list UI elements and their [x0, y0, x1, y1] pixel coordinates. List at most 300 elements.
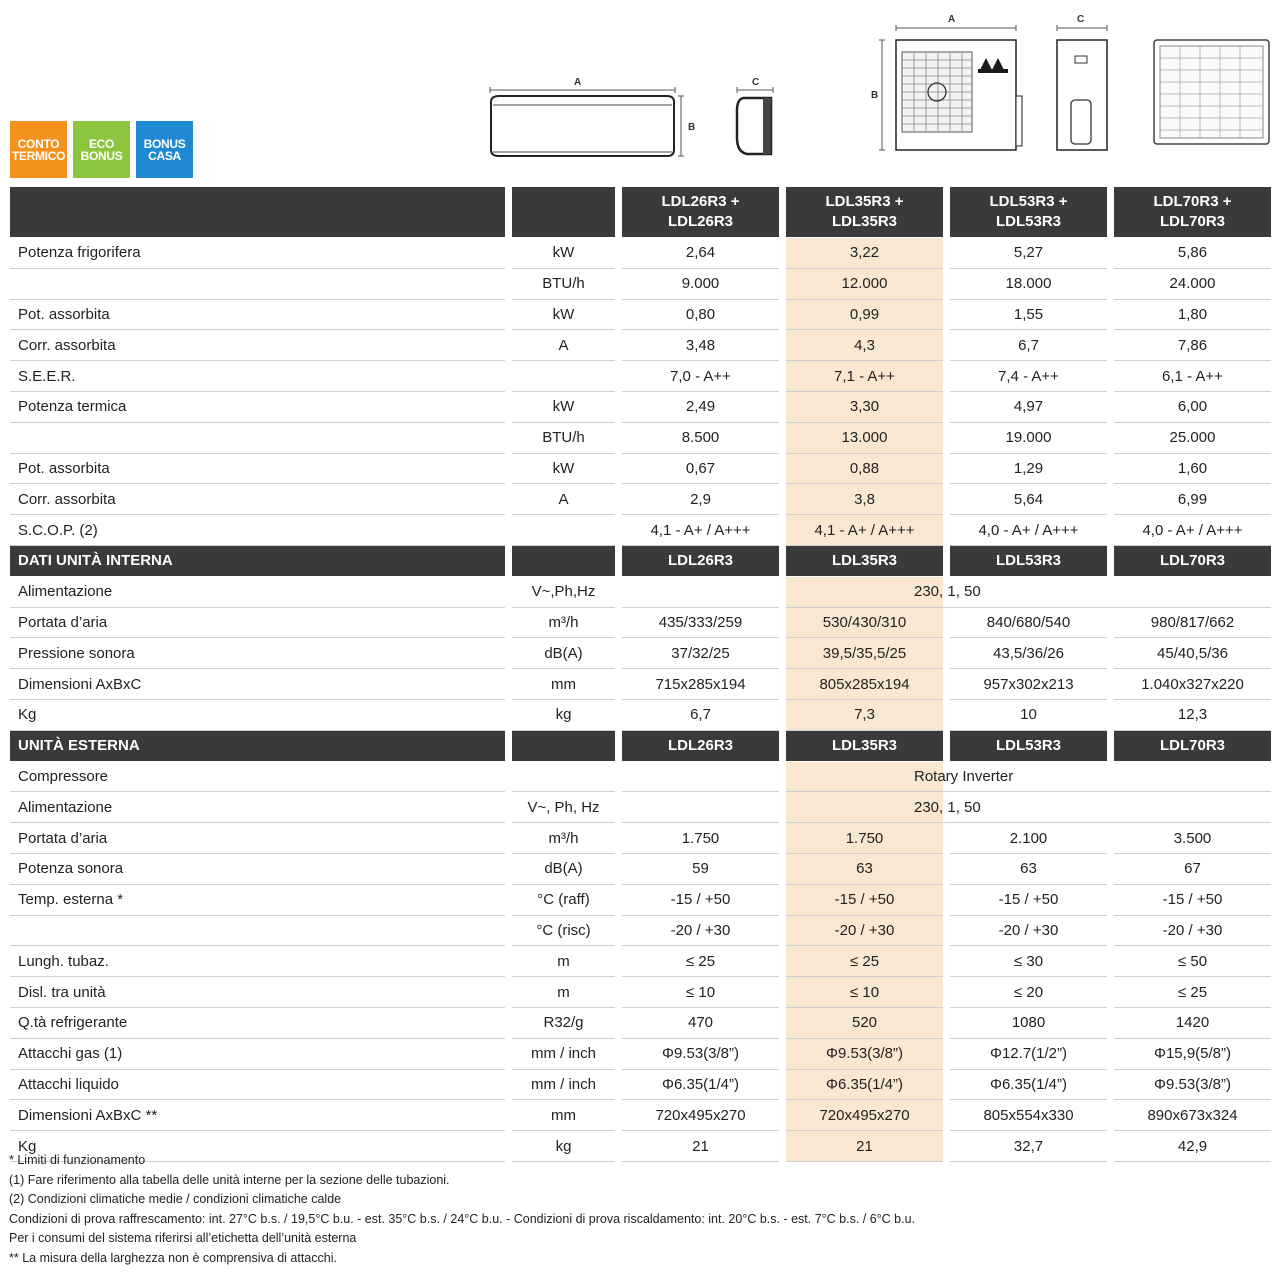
- column-gap: [943, 484, 950, 515]
- column-gap: [1107, 700, 1114, 731]
- column-gap: [505, 731, 512, 762]
- span-value-cell: 230, 1, 50: [786, 577, 1271, 608]
- column-gap: [779, 1039, 786, 1070]
- unit-cell: [512, 515, 615, 546]
- value-cell: 720x495x270: [786, 1100, 943, 1131]
- column-gap: [943, 423, 950, 454]
- column-gap: [943, 546, 950, 577]
- column-gap: [615, 269, 622, 300]
- column-gap: [779, 1070, 786, 1101]
- value-cell: 720x495x270: [622, 1100, 779, 1131]
- svg-text:A: A: [574, 77, 582, 88]
- value-cell: ≤ 25: [786, 946, 943, 977]
- column-gap: [779, 823, 786, 854]
- column-gap: [1107, 361, 1114, 392]
- column-gap: [779, 361, 786, 392]
- column-gap: [779, 1100, 786, 1131]
- table-row: [10, 669, 1271, 700]
- value-cell: 63: [950, 854, 1107, 885]
- column-gap: [779, 731, 786, 762]
- model-header: [786, 187, 943, 238]
- value-cell: 520: [786, 1008, 943, 1039]
- column-gap: [1107, 330, 1114, 361]
- column-gap: [943, 1039, 950, 1070]
- value-cell: ≤ 10: [622, 977, 779, 1008]
- column-gap: [1107, 885, 1114, 916]
- column-gap: [505, 1100, 512, 1131]
- table-row: [10, 823, 1271, 854]
- column-gap: [1107, 300, 1114, 331]
- column-gap: [943, 1100, 950, 1131]
- table-row: [10, 762, 1271, 793]
- value-cell: 957x302x213: [950, 669, 1107, 700]
- column-gap: [943, 515, 950, 546]
- value-cell: 4,97: [950, 392, 1107, 423]
- column-gap: [615, 1070, 622, 1101]
- value-cell: 4,1 - A+ / A+++: [622, 515, 779, 546]
- outdoor-unit-side-drawing: [1053, 12, 1113, 157]
- column-gap: [505, 885, 512, 916]
- value-cell: 24.000: [1114, 269, 1271, 300]
- table-row: [10, 700, 1271, 731]
- column-gap: [943, 977, 950, 1008]
- value-cell: 4,1 - A+ / A+++: [786, 515, 943, 546]
- column-gap: [779, 854, 786, 885]
- value-cell: 3.500: [1114, 823, 1271, 854]
- column-gap: [615, 885, 622, 916]
- column-gap: [505, 423, 512, 454]
- column-gap: [615, 1008, 622, 1039]
- column-gap: [505, 946, 512, 977]
- column-gap: [1107, 392, 1114, 423]
- table-row: [10, 300, 1271, 331]
- column-gap: [1107, 946, 1114, 977]
- value-cell: 5,64: [950, 484, 1107, 515]
- column-gap: [505, 392, 512, 423]
- value-cell: ≤ 50: [1114, 946, 1271, 977]
- table-row: [10, 946, 1271, 977]
- row-label: Lungh. tubaz.: [10, 946, 505, 977]
- table-row: [10, 361, 1271, 392]
- value-cell: -20 / +30: [1114, 916, 1271, 947]
- value-cell: Φ6.35(1/4”): [786, 1070, 943, 1101]
- column-gap: [943, 638, 950, 669]
- column-gap: [779, 269, 786, 300]
- value-cell: -15 / +50: [950, 885, 1107, 916]
- column-gap: [615, 608, 622, 639]
- column-gap: [615, 300, 622, 331]
- column-gap: [505, 762, 512, 793]
- table-row: [10, 916, 1271, 947]
- value-cell: 21: [786, 1131, 943, 1162]
- value-cell: 8.500: [622, 423, 779, 454]
- value-cell: 0,88: [786, 454, 943, 485]
- row-label: Potenza frigorifera: [10, 238, 505, 269]
- column-gap: [615, 423, 622, 454]
- value-cell: 0,80: [622, 300, 779, 331]
- unit-cell: dB(A): [512, 638, 615, 669]
- value-cell: 5,27: [950, 238, 1107, 269]
- footnotes: [9, 1151, 915, 1268]
- value-cell: -20 / +30: [786, 916, 943, 947]
- value-cell: 530/430/310: [786, 608, 943, 639]
- model-header-line: LDL53R3 +: [989, 193, 1068, 210]
- column-gap: [779, 392, 786, 423]
- unit-cell: R32/g: [512, 1008, 615, 1039]
- row-label: Portata d’aria: [10, 608, 505, 639]
- value-cell: 6,1 - A++: [1114, 361, 1271, 392]
- column-gap: [1107, 1131, 1114, 1162]
- row-label: [10, 423, 505, 454]
- value-cell: Φ6.35(1/4”): [950, 1070, 1107, 1101]
- column-gap: [505, 823, 512, 854]
- value-cell: 4,0 - A+ / A+++: [950, 515, 1107, 546]
- value-cell: 1.750: [622, 823, 779, 854]
- column-gap: [943, 823, 950, 854]
- table-row: [10, 608, 1271, 639]
- value-cell: 39,5/35,5/25: [786, 638, 943, 669]
- column-gap: [615, 823, 622, 854]
- unit-cell: V~, Ph, Hz: [512, 792, 615, 823]
- model-header-line: LDL70R3: [1159, 213, 1226, 230]
- column-gap: [1107, 1039, 1114, 1070]
- column-gap: [779, 638, 786, 669]
- value-cell: 7,1 - A++: [786, 361, 943, 392]
- table-row: [10, 423, 1271, 454]
- column-gap: [505, 484, 512, 515]
- header-blank: [10, 187, 505, 238]
- value-cell: -15 / +50: [622, 885, 779, 916]
- column-gap: [943, 608, 950, 639]
- spec-table: [10, 187, 1271, 1162]
- value-cell: 890x673x324: [1114, 1100, 1271, 1131]
- column-gap: [615, 484, 622, 515]
- column-gap: [779, 330, 786, 361]
- column-gap: [1107, 731, 1114, 762]
- value-cell: [622, 762, 779, 793]
- column-gap: [1107, 608, 1114, 639]
- value-cell: 7,0 - A++: [622, 361, 779, 392]
- table-row: [10, 977, 1271, 1008]
- row-label: Disl. tra unità: [10, 977, 505, 1008]
- value-cell: 2.100: [950, 823, 1107, 854]
- value-cell: 63: [786, 854, 943, 885]
- table-header-row: [10, 187, 1271, 238]
- value-cell: 1,80: [1114, 300, 1271, 331]
- unit-cell: m³/h: [512, 608, 615, 639]
- value-cell: -20 / +30: [950, 916, 1107, 947]
- row-label: Temp. esterna *: [10, 885, 505, 916]
- model-header: [950, 187, 1107, 238]
- row-label: Alimentazione: [10, 577, 505, 608]
- row-label: Attacchi liquido: [10, 1070, 505, 1101]
- column-gap: [615, 700, 622, 731]
- row-label: Alimentazione: [10, 792, 505, 823]
- column-gap: [943, 885, 950, 916]
- row-label: Portata d’aria: [10, 823, 505, 854]
- value-cell: 1.750: [786, 823, 943, 854]
- column-gap: [779, 792, 786, 823]
- column-gap: [615, 762, 622, 793]
- outdoor-unit-front-drawing: [868, 12, 1028, 157]
- column-gap: [943, 731, 950, 762]
- column-gap: [1107, 484, 1114, 515]
- column-gap: [505, 638, 512, 669]
- column-gap: [943, 454, 950, 485]
- column-gap: [779, 484, 786, 515]
- table-row: [10, 269, 1271, 300]
- column-gap: [615, 792, 622, 823]
- footnote: ** La misura della larghezza non è comprensiva di attacchi.: [9, 1250, 337, 1265]
- column-gap: [505, 361, 512, 392]
- model-header: [1114, 187, 1271, 238]
- unit-cell: °C (risc): [512, 916, 615, 947]
- row-label: Kg: [10, 700, 505, 731]
- row-label: Corr. assorbita: [10, 484, 505, 515]
- value-cell: 13.000: [786, 423, 943, 454]
- column-gap: [1107, 546, 1114, 577]
- column-gap: [943, 300, 950, 331]
- table-row: [10, 484, 1271, 515]
- header-blank: [512, 731, 615, 762]
- value-cell: 7,3: [786, 700, 943, 731]
- column-gap: [779, 187, 786, 238]
- value-cell: 1.040x327x220: [1114, 669, 1271, 700]
- column-gap: [615, 916, 622, 947]
- value-cell: 805x554x330: [950, 1100, 1107, 1131]
- column-gap: [1107, 854, 1114, 885]
- column-gap: [505, 669, 512, 700]
- value-cell: 470: [622, 1008, 779, 1039]
- svg-text:C: C: [752, 77, 760, 88]
- column-gap: [615, 392, 622, 423]
- column-gap: [615, 187, 622, 238]
- row-label: [10, 269, 505, 300]
- row-label: Pressione sonora: [10, 638, 505, 669]
- value-cell: 45/40,5/36: [1114, 638, 1271, 669]
- unit-cell: kW: [512, 454, 615, 485]
- unit-cell: kW: [512, 238, 615, 269]
- column-gap: [779, 669, 786, 700]
- column-gap: [943, 1131, 950, 1162]
- column-gap: [615, 731, 622, 762]
- unit-cell: m: [512, 946, 615, 977]
- model-header-line: LDL70R3 +: [1153, 193, 1232, 210]
- unit-cell: A: [512, 484, 615, 515]
- value-cell: 25.000: [1114, 423, 1271, 454]
- value-cell: 3,22: [786, 238, 943, 269]
- value-cell: 2,64: [622, 238, 779, 269]
- model-header-line: LDL35R3: [831, 213, 898, 230]
- span-value-cell: 230, 1, 50: [786, 792, 1271, 823]
- column-gap: [779, 238, 786, 269]
- unit-cell: dB(A): [512, 854, 615, 885]
- column-gap: [505, 854, 512, 885]
- column-gap: [943, 330, 950, 361]
- column-gap: [943, 187, 950, 238]
- column-gap: [1107, 454, 1114, 485]
- row-label: S.E.E.R.: [10, 361, 505, 392]
- value-cell: 43,5/36/26: [950, 638, 1107, 669]
- value-cell: [622, 792, 779, 823]
- unit-cell: BTU/h: [512, 423, 615, 454]
- model-header: LDL70R3: [1114, 731, 1271, 762]
- value-cell: 3,30: [786, 392, 943, 423]
- unit-cell: °C (raff): [512, 885, 615, 916]
- section-header-indoor: [10, 546, 1271, 577]
- value-cell: 7,86: [1114, 330, 1271, 361]
- row-label: [10, 916, 505, 947]
- badge-bonus-casa: BONUS CASA: [136, 121, 193, 178]
- column-gap: [615, 577, 622, 608]
- table-row: [10, 1039, 1271, 1070]
- column-gap: [779, 546, 786, 577]
- span-value-cell: Rotary Inverter: [786, 762, 1271, 793]
- column-gap: [943, 916, 950, 947]
- column-gap: [505, 916, 512, 947]
- column-gap: [779, 762, 786, 793]
- model-header: LDL26R3: [622, 731, 779, 762]
- row-label: Compressore: [10, 762, 505, 793]
- value-cell: 0,99: [786, 300, 943, 331]
- badge-conto-termico: CONTO TERMICO: [10, 121, 67, 178]
- model-header: LDL70R3: [1114, 546, 1271, 577]
- model-header-line: LDL53R3: [995, 213, 1062, 230]
- column-gap: [1107, 823, 1114, 854]
- column-gap: [1107, 1070, 1114, 1101]
- column-gap: [505, 577, 512, 608]
- model-header: LDL26R3: [622, 546, 779, 577]
- column-gap: [615, 977, 622, 1008]
- value-cell: 12.000: [786, 269, 943, 300]
- svg-text:A: A: [948, 14, 956, 25]
- value-cell: 435/333/259: [622, 608, 779, 639]
- footnote: * Limiti di funzionamento: [9, 1153, 146, 1167]
- table-row: [10, 1008, 1271, 1039]
- svg-text:B: B: [688, 122, 696, 133]
- column-gap: [505, 608, 512, 639]
- header-blank: [512, 546, 615, 577]
- table-row: [10, 577, 1271, 608]
- column-gap: [615, 669, 622, 700]
- column-gap: [615, 515, 622, 546]
- value-cell: 4,0 - A+ / A+++: [1114, 515, 1271, 546]
- value-cell: 6,7: [950, 330, 1107, 361]
- value-cell: 37/32/25: [622, 638, 779, 669]
- value-cell: [622, 577, 779, 608]
- value-cell: 805x285x194: [786, 669, 943, 700]
- value-cell: -15 / +50: [1114, 885, 1271, 916]
- unit-cell: kg: [512, 1131, 615, 1162]
- column-gap: [1107, 1100, 1114, 1131]
- column-gap: [615, 330, 622, 361]
- column-gap: [615, 854, 622, 885]
- column-gap: [779, 423, 786, 454]
- column-gap: [943, 669, 950, 700]
- model-header: LDL53R3: [950, 731, 1107, 762]
- value-cell: ≤ 25: [622, 946, 779, 977]
- column-gap: [779, 916, 786, 947]
- value-cell: 42,9: [1114, 1131, 1271, 1162]
- unit-cell: m³/h: [512, 823, 615, 854]
- footnote: (2) Condizioni climatiche medie / condizioni climatiche calde: [9, 1192, 342, 1206]
- unit-cell: kW: [512, 300, 615, 331]
- value-cell: Φ9.53(3/8”): [1114, 1070, 1271, 1101]
- unit-cell: V~,Ph,Hz: [512, 577, 615, 608]
- model-header: LDL53R3: [950, 546, 1107, 577]
- column-gap: [943, 1008, 950, 1039]
- footnote: (1) Fare riferimento alla tabella delle unità interne per la sezione delle tubazioni.: [9, 1172, 450, 1187]
- row-label: Attacchi gas (1): [10, 1039, 505, 1070]
- row-label: Corr. assorbita: [10, 330, 505, 361]
- table-row: [10, 854, 1271, 885]
- column-gap: [505, 546, 512, 577]
- footnote: Per i consumi del sistema riferirsi all’etichetta dell’unità esterna: [9, 1231, 357, 1245]
- value-cell: Φ9.53(3/8”): [622, 1039, 779, 1070]
- column-gap: [615, 454, 622, 485]
- column-gap: [615, 361, 622, 392]
- column-gap: [615, 546, 622, 577]
- model-header: LDL35R3: [786, 731, 943, 762]
- section-title: DATI UNITÀ INTERNA: [10, 546, 505, 577]
- value-cell: 1,55: [950, 300, 1107, 331]
- column-gap: [943, 392, 950, 423]
- column-gap: [943, 946, 950, 977]
- value-cell: 3,8: [786, 484, 943, 515]
- column-gap: [505, 700, 512, 731]
- row-label: Dimensioni AxBxC: [10, 669, 505, 700]
- column-gap: [779, 885, 786, 916]
- value-cell: 715x285x194: [622, 669, 779, 700]
- column-gap: [1107, 977, 1114, 1008]
- svg-text:C: C: [1077, 14, 1085, 25]
- value-cell: 6,99: [1114, 484, 1271, 515]
- row-label: S.C.O.P. (2): [10, 515, 505, 546]
- value-cell: 67: [1114, 854, 1271, 885]
- value-cell: 7,4 - A++: [950, 361, 1107, 392]
- column-gap: [943, 700, 950, 731]
- column-gap: [943, 361, 950, 392]
- badge-eco-bonus: ECO BONUS: [73, 121, 130, 178]
- value-cell: 840/680/540: [950, 608, 1107, 639]
- value-cell: 2,49: [622, 392, 779, 423]
- row-label: Pot. assorbita: [10, 454, 505, 485]
- value-cell: Φ15,9(5/8”): [1114, 1039, 1271, 1070]
- column-gap: [1107, 669, 1114, 700]
- unit-cell: kW: [512, 392, 615, 423]
- column-gap: [779, 1008, 786, 1039]
- value-cell: 3,48: [622, 330, 779, 361]
- model-header: [622, 187, 779, 238]
- value-cell: 59: [622, 854, 779, 885]
- section-header-outdoor: [10, 731, 1271, 762]
- column-gap: [1107, 238, 1114, 269]
- value-cell: 21: [622, 1131, 779, 1162]
- unit-cell: [512, 361, 615, 392]
- table-row: [10, 330, 1271, 361]
- footnote: Condizioni di prova raffrescamento: int. 27°C b.s. / 19,5°C b.u. - est. 35°C b.s. / 24°C b.u. - Condizioni di prova riscaldamento: int. 20°C b.s. - est. 7°C b.s. / 6°C b.u.: [9, 1211, 916, 1226]
- column-gap: [615, 238, 622, 269]
- column-gap: [615, 1100, 622, 1131]
- value-cell: 5,86: [1114, 238, 1271, 269]
- column-gap: [615, 1039, 622, 1070]
- column-gap: [1107, 515, 1114, 546]
- value-cell: Φ9.53(3/8”): [786, 1039, 943, 1070]
- value-cell: 12,3: [1114, 700, 1271, 731]
- column-gap: [779, 700, 786, 731]
- column-gap: [505, 515, 512, 546]
- value-cell: 0,67: [622, 454, 779, 485]
